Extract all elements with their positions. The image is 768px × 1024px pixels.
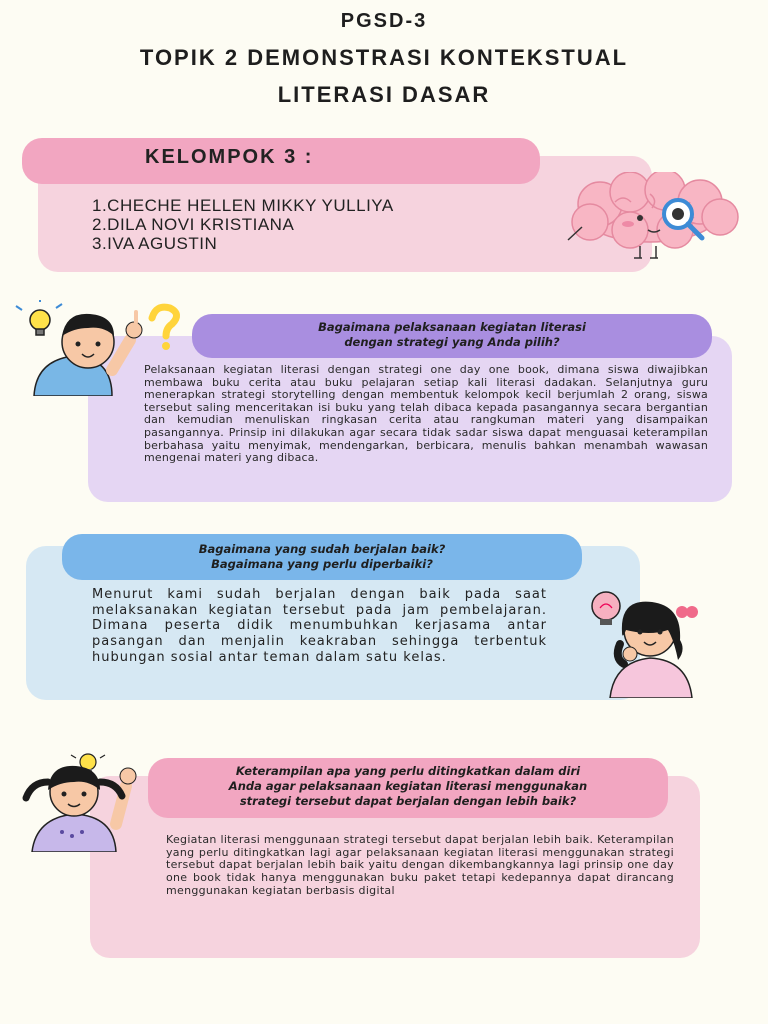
question-line: Bagaimana yang perlu diperbaiki? <box>211 557 433 571</box>
group-member: 3.IVA AGUSTIN <box>92 234 218 253</box>
improvement-question <box>150 764 666 809</box>
question-line: dengan strategi yang Anda pilih? <box>344 335 560 349</box>
question-line: Bagaimana yang sudah berjalan baik? <box>198 542 446 556</box>
evaluation-question <box>62 542 582 572</box>
question-line: Bagaimana pelaksanaan kegiatan literasi <box>318 320 586 334</box>
question-line: Anda agar pelaksanaan kegiatan literasi menggunakan <box>228 779 588 793</box>
header-line-2: TOPIK 2 DEMONSTRASI KONTEKSTUAL <box>139 45 629 70</box>
strategy-question <box>192 320 712 350</box>
evaluation-answer: Menurut kami sudah berjalan dengan baik pada saat melaksanakan kegiatan tersebut pada jam pembelajaran. Dimana peserta didik menumbuhkan kerjasama antar pasangan dan menjalin keakraban sehingga terbentuk hubungan sosial antar teman dalam satu kelas. <box>92 587 547 665</box>
boy-question-icon <box>12 300 188 396</box>
group-title: KELOMPOK 3 : <box>145 146 314 168</box>
page-header <box>0 6 768 112</box>
strategy-answer: Pelaksanaan kegiatan literasi dengan strategi one day one book, dimana siswa diwajibkan membawa buku cerita atau buku pelajaran setiap kali literasi dadakan. Selanjutnya guru menerapkan strategi storytelling dengan membentuk kelompok kecil berjumlah 2 orang, siswa tersebut saling menceritakan isi buku yang telah dibaca kepada pasangannya secara bergantian dan kemudian menuliskan ringkasan cerita atau rangkuman materi yang disampaikan pasangannya. Prinsip ini dilakukan agar secara tidak sadar siswa dapat menguasai keterampilan berbahasa yaitu menyimak, mendengarkan, berbicara, menulis bahkan menambah wawasan mengenai materi yang dibaca. <box>144 363 708 465</box>
question-line: Keterampilan apa yang perlu ditingkatkan dalam diri <box>235 764 581 778</box>
girl-lightbulb-icon <box>580 586 716 698</box>
brain-magnifier-icon <box>560 172 746 262</box>
question-line: strategi tersebut dapat berjalan dengan lebih baik? <box>239 794 577 808</box>
header-line-3: LITERASI DASAR <box>277 82 491 107</box>
girl-idea-icon <box>10 752 146 852</box>
group-member-list <box>92 196 394 253</box>
group-member: 1.CHECHE HELLEN MIKKY YULLIYA <box>92 196 394 215</box>
improvement-answer: Kegiatan literasi menggunaan strategi tersebut dapat berjalan lebih baik. Keterampilan yang perlu ditingkatkan lagi agar pelaksanaan kegiatan literasi menggunakan strategi tersebut dapat berjalan lebih baik yaitu dengan dikembangkannya lagi prinsip one day one book tidak hanya menggunakan buku paket tetapi kedepannya dapat dirancang menggunakan kegiatan berbasis digital <box>166 833 674 897</box>
header-line-1: PGSD-3 <box>340 10 428 32</box>
group-member: 2.DILA NOVI KRISTIANA <box>92 215 295 234</box>
